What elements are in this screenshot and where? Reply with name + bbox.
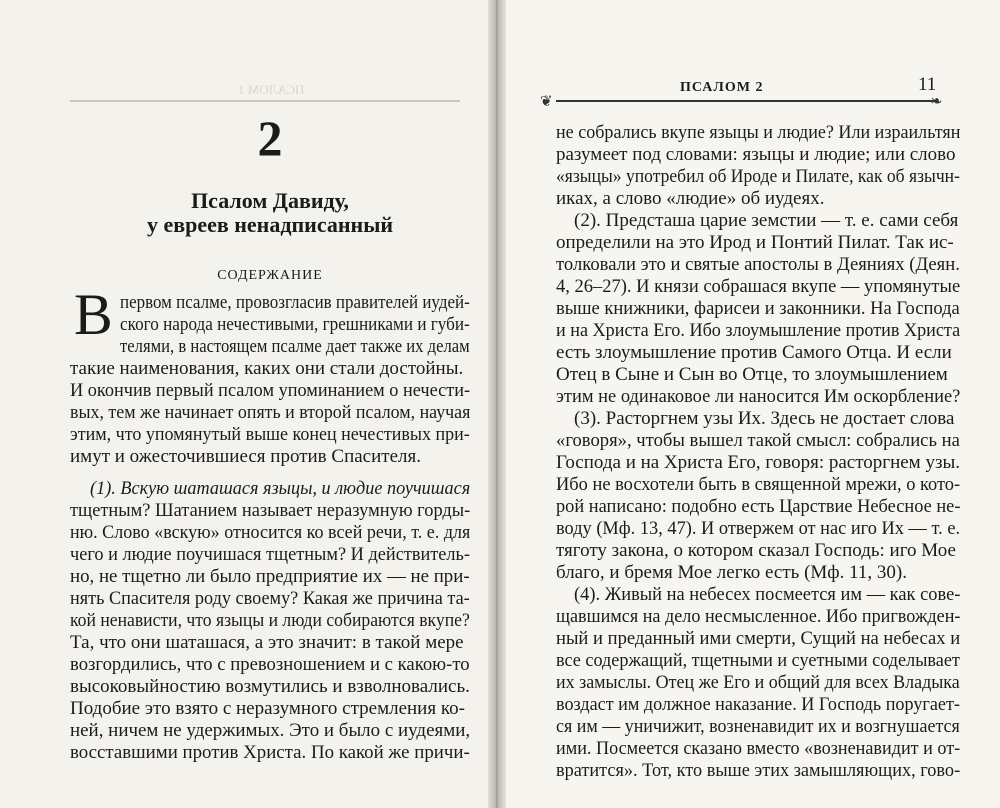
left-line: ней, ничем не удержимых. Это и было с иудеями, [70, 720, 471, 741]
left-line: тщетным? Шатанием называет неразумную горды- [70, 500, 471, 521]
contents-label: СОДЕРЖАНИЕ [217, 268, 323, 283]
right-line: благо, и бремя Мое легко есть (Мф. 11, 30). [556, 562, 907, 583]
right-line: «языцы» употребил об Ироде и Пилате, как об язычн- [556, 166, 960, 187]
header-rule [556, 100, 936, 102]
right-line: ими. Посмеется сказано вместо «возненавидит и от- [556, 738, 961, 759]
bleed-through-header: ПСАЛОМ 1 [238, 82, 305, 97]
right-line: все содержащий, тщетными и суетными соделывает [556, 650, 960, 671]
left-line: первом псалме, провозгласив правителей иудей- [120, 292, 470, 313]
drop-cap: В [74, 282, 113, 347]
chapter-title-line2: у евреев ненадписанный [146, 212, 394, 237]
right-line: есть злоумышление против Самого Отца. И если [556, 342, 952, 363]
left-line: такие наименования, каких они стали достойны. [70, 358, 464, 379]
left-line: чего и людие поучишася тщетным? И действитель- [70, 544, 470, 565]
right-line: (2). Предсташа царие земстии — т. е. сами себя [574, 210, 959, 231]
right-line: Отец в Сыне и Сын во Отце, то злоумышлением [556, 364, 948, 385]
right-line: щавшимся на дело несмысленное. Ибо пригвожден- [556, 606, 961, 627]
right-line: (3). Расторгнем узы Их. Здесь не достает слова [574, 408, 955, 429]
right-line: Ибо не восхотели быть в священной мрежи, о кото- [556, 474, 961, 495]
left-line: ского народа нечестивыми, грешниками и губи- [120, 314, 470, 335]
chapter-number: 2 [257, 110, 283, 166]
left-line: но, не тщетно ли было предприятие их — не при- [70, 566, 470, 587]
left-line: имут и ожесточившиеся против Спасителя. [70, 446, 421, 467]
left-line: Подобие это взято с неразумного стремления ко- [70, 698, 465, 719]
right-line: их замыслы. Отец же Его и общий для всех Владыка [556, 672, 960, 693]
right-line: 4, 26–27). И князи собрашася вкупе — упомянутые [556, 276, 961, 297]
right-line: толковали это и святые апостолы в Деяниях (Деян. [556, 254, 960, 275]
book-gutter [488, 0, 506, 808]
left-line: Та, что они шаташася, а это значит: в такой мере [70, 632, 464, 653]
left-line: возгордились, что с превозношением и с какою-то [70, 654, 470, 675]
left-line: высоковыйностию возмутились и взволновались. [70, 676, 470, 697]
right-line: выше книжники, фарисеи и законники. На Господа [556, 298, 960, 319]
right-line: определили на это Ирод и Понтий Пилат. Так ис- [556, 232, 954, 253]
left-line: восставшими против Христа. По какой же причи- [70, 742, 470, 763]
right-line: (4). Живый на небесех посмеется им — как сове- [574, 584, 961, 605]
left-line: И окончив первый псалом упоминанием о нечести- [70, 380, 471, 401]
right-line: Господа и на Христа Его, говоря: расторгнем узы. [556, 452, 960, 473]
right-ornament-icon: ❧ [930, 94, 943, 110]
left-line: кой ненависти, что языцы и люди собираются вкупе? [70, 610, 470, 631]
left-ornament-icon: ❦ [540, 94, 553, 110]
right-line: «говоря», чтобы вышел такой смысл: собрались на [556, 430, 960, 451]
page-number: 11 [918, 74, 937, 95]
right-line: иках, а слово «людие» об иудеях. [556, 188, 825, 209]
left-line: (1). Вскую шаташася языцы, и людие поучишася [90, 478, 471, 499]
right-line: тяготу закона, о котором сказал Господь: иго Мое [556, 540, 956, 561]
right-line: воду (Мф. 13, 47). И отвержем от нас иго Их — т. е. [556, 518, 961, 539]
right-line: вратится». Тот, кто выше этих замышляющих, гово- [556, 760, 961, 781]
left-line: ню. Слово «вскую» относится ко всей речи, т. е. для [70, 522, 471, 543]
right-line: разумеет под словами: языцы и людие; или слово [556, 144, 956, 165]
right-line: не собрались вкупе языцы и людие? Или израильтян [556, 122, 961, 143]
right-line: рой написано: подобно есть Царствие Небесное не- [556, 496, 961, 517]
left-line: телями, в настоящем псалме дает также их делам [120, 336, 470, 357]
left-line: нять Спасителя роду своему? Какая же причина та- [70, 588, 470, 609]
left-header-rule [70, 100, 460, 102]
right-line: и на Христа Его. Ибо злоумышление против Христа [556, 320, 961, 341]
right-line: воздаст им должное наказание. И Господь поругает- [556, 694, 960, 715]
right-line: ный и преданный ими смерти, Сущий на небесах и [556, 628, 961, 649]
chapter-title-line1: Псалом Давиду, [191, 188, 349, 213]
running-head-title: ПСАЛОМ 2 [680, 80, 764, 95]
right-line: этим не одинаковое ли наносится Им оскорбление? [556, 386, 961, 407]
right-line: ся им — уничижит, возненавидит их и возгнушается [556, 716, 960, 737]
left-line: вых, тем же начинает опять и второй псалом, научая [70, 402, 471, 423]
left-line: этим, что упомянутый выше конец нечестивых при- [70, 424, 470, 445]
